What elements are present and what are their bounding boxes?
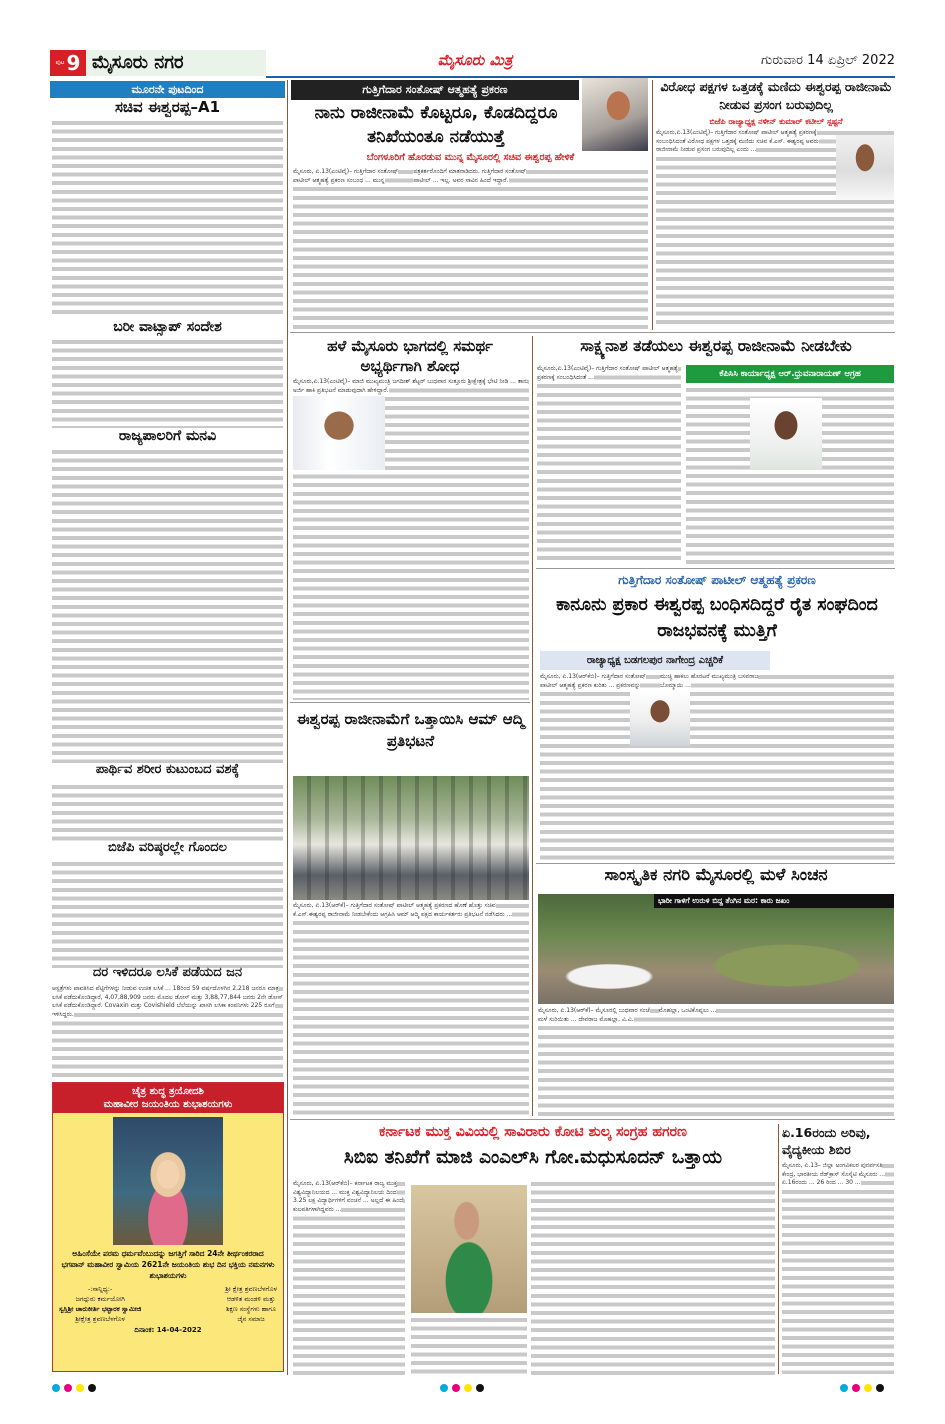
cbi-body-3 bbox=[531, 1180, 775, 1375]
left-headline: ಸಚಿವ ಈಶ್ವರಪ್ಪ–A1 bbox=[114, 98, 221, 116]
left-body-3 bbox=[52, 448, 283, 763]
fallen-tree-photo bbox=[538, 894, 894, 1004]
evidence-banner: ಕೆಪಿಸಿಸಿ ಕಾರ್ಯಾಧ್ಯಕ್ಷ ಆರ್.ಧ್ರುವನಾರಾಯಣ್ ಆಗ್ರಹ bbox=[686, 365, 894, 383]
dhruvanarayan-photo bbox=[750, 398, 822, 470]
row-rule bbox=[290, 1119, 895, 1120]
ad-date: ದಿನಾಂಕ: 14-04-2022 bbox=[134, 1326, 202, 1334]
farmers-body: ಮೈಸೂರು, ಏ.13(ಆರ್‌ಕೆಬಿ)– ಗುತ್ತಿಗೆದಾರ ಸಂತೋಷ್ ಪಾಟೀಲ್ ಆತ್ಮಹತ್ಯೆ ಪ್ರಕರಣ ಕುರಿತು ... ಪ್ರಕರಣವನ್ನು ಮುಚ್ಚಿ ಹಾಕಲು ಹೊರಟರೆ ಮುಖ್ಯಮಂತ್ರಿ ಬಸವರಾಜ ಬೊಮ್ಮಾಯಿ ... bbox=[540, 673, 894, 861]
lead-kicker: ಗುತ್ತಿಗೆದಾರ ಸಂತೋಷ್ ಆತ್ಮಹತ್ಯೆ ಪ್ರಕರಣ bbox=[291, 80, 579, 100]
color-registration-marks bbox=[440, 1377, 488, 1396]
aap-protest-photo bbox=[293, 776, 529, 900]
ad-message: ಅಹಿಂಸೆಯೇ ಪರಮ ಧರ್ಮವೆಂಬುದನ್ನು ಜಗತ್ತಿಗೆ ಸಾರಿದ 24ನೇ ತೀರ್ಥಂಕರರಾದ ಭಗವಾನ್ ಮಹಾವೀರ ಸ್ವಾಮಿಯ 2621ನೇ ಜಯಂತಿಯ ಶುಭ ದಿನ ಭಕ್ತಿಯ ನಮನಗಳು ಶುಭಾಶಯಗಳು bbox=[61, 1249, 275, 1280]
aap-headline: ಈಶ್ವರಪ್ಪ ರಾಜೀನಾಮೆಗೆ ಒತ್ತಾಯಿಸಿ ಆಮ್ ಆದ್ಮಿ ಪ್ರತಿಭಟನೆ bbox=[296, 710, 525, 750]
left-sub-bjp: ಬಿಜೆಪಿ ವರಿಷ್ಠರಲ್ಲೇ ಗೊಂದಲ bbox=[108, 840, 227, 855]
rain-headline: ಸಾಂಸ್ಕೃತಿಕ ನಗರಿ ಮೈಸೂರಲ್ಲಿ ಮಳೆ ಸಿಂಚನ bbox=[604, 865, 828, 884]
row-rule bbox=[290, 332, 895, 333]
row-rule bbox=[536, 568, 895, 569]
column-divider bbox=[287, 80, 288, 1375]
madhusudan-photo bbox=[411, 1185, 527, 1313]
left-body-4 bbox=[52, 783, 283, 841]
evidence-headline: ಸಾಕ್ಷ್ಯನಾಶ ತಡೆಯಲು ಈಶ್ವರಪ್ಪ ರಾಜೀನಾಮೆ ನೀಡಬೇಕು bbox=[580, 337, 852, 355]
jagadish-shettar-photo bbox=[293, 396, 385, 470]
left-body-6: ಆಸ್ಪತ್ರೆಗಳು ಪಾವತಿಸಿದ ಪೆಟ್ಟಿಗೆಗಳನ್ನು ನೀಡುವ ಉಚಿತ ಲಸಿಕೆ ... 18ರಿಂದ 59 ವರ್ಷದೊಳಗಿನ 2,218 ಜನರೂ ಮಾತ್ರ ಲಸಿಕೆ ಪಡೆದುಕೊಂಡಿದ್ದಾರೆ, 4,07,88,909 ಜನರು ಮೊದಲ ಡೋಸ್ ಮತ್ತು 3,88,77,844 ಜನರು 2ನೇ ಡೋಸ್ ಲಸಿಕೆ ಪಡೆದುಕೊಂಡಿದ್ದಾರೆ. Covaxin ಮತ್ತು Covishield ಬೆಲೆಯನ್ನು ಖಾಸಗಿ ಲಸಿಕಾ ಕಂಪನಿಗಳು 225 ರೂಗೆ ಇಳಿಸಿದ್ದರು. bbox=[52, 985, 283, 1077]
right-top-subhead: ಬಿಜೆಪಿ ರಾಜ್ಯಾಧ್ಯಕ್ಷ ನಳೀನ್ ಕುಮಾರ್ ಕಟೀಲ್ ಸ್ಪಷ್ಟನೆ bbox=[709, 117, 843, 126]
row-rule bbox=[290, 702, 530, 703]
column-divider bbox=[778, 1124, 779, 1374]
page-label: ಪುಟ bbox=[55, 59, 65, 66]
color-registration-marks bbox=[52, 1377, 100, 1396]
aap-body: ಮೈಸೂರು, ಏ.13(ಆರ್‌ಕೆ)– ಗುತ್ತಿಗೆದಾರ ಸಂತೋಷ್ ಪಾಟೀಲ್ ಆತ್ಮಹತ್ಯೆ ಪ್ರಕರಣದ ಹೊಣೆ ಹೊತ್ತು ಸಚಿವ ಕೆ.ಎಸ್.ಈಶ್ವರಪ್ಪ ರಾಜೀನಾಮೆ ನೀಡಬೇಕೆಂದು ಆಗ್ರಹಿಸಿ ಆಮ್ ಆದ್ಮಿ ಪಕ್ಷದ ಕಾರ್ಯಕರ್ತರು ಪ್ರತಿಭಟನೆ ನಡೆಸಿದರು ... bbox=[293, 902, 529, 1116]
farmers-kicker: ಗುತ್ತಿಗೆದಾರ ಸಂತೋಷ್ ಪಾಟೀಲ್ ಆತ್ಮಹತ್ಯೆ ಪ್ರಕರಣ bbox=[618, 573, 816, 587]
color-registration-marks bbox=[840, 1377, 888, 1396]
page-number-box bbox=[50, 50, 86, 76]
ad-header: ಚೈತ್ರ ಶುದ್ಧ ತ್ರಯೋದಶಿ ಮಹಾವೀರ ಜಯಂತಿಯ ಶುಭಾಶಯಗಳು bbox=[53, 1083, 283, 1113]
eshwarappa-photo bbox=[582, 78, 648, 151]
paper-logo: ಮೈಸೂರು ಮಿತ್ರ bbox=[437, 51, 513, 69]
cbi-body-1: ಮೈಸೂರು, ಏ.13(ಆರ್‌ಕೆಬಿ)– ಕರ್ನಾಟಕ ರಾಜ್ಯ ಮುಕ್ತ ವಿಶ್ವವಿದ್ಯಾನಿಲಯದ ... ಮುಕ್ತ ವಿಶ್ವವಿದ್ಯಾನಿಲಯ ದಿಂದ 3.25 ಲಕ್ಷ ವಿದ್ಯಾರ್ಥಿಗಳಿಗೆ ವಂಚನೆ ... ಅಲ್ಲದೆ ಈ ಹಿಂದೆ ಕುಲಪತಿಗಳಾಗಿದ್ದವರು ... bbox=[293, 1180, 405, 1375]
farmers-headline: ಕಾನೂನು ಪ್ರಕಾರ ಈಶ್ವರಪ್ಪ ಬಂಧಿಸದಿದ್ದರೆ ರೈತ ಸಂಘದಿಂದ ರಾಜಭವನಕ್ಕೆ ಮುತ್ತಿಗೆ bbox=[556, 595, 878, 641]
nagendra-photo bbox=[630, 690, 690, 746]
section-title: ಮೈಸೂರು ನಗರ bbox=[86, 50, 266, 76]
evidence-body-left: ಮೈಸೂರು,ಏ.13(ಎಂಟಿವೈ)– ಗುತ್ತಿಗೆದಾರ ಸಂತೋಷ್ ಪಾಟೀಲ್ ಆತ್ಮಹತ್ಯೆ ಪ್ರಕರಣಕ್ಕೆ ಸಂಬಂಧಿಸಿದಂತೆ ... bbox=[537, 365, 681, 565]
left-body-1 bbox=[52, 119, 283, 319]
old-mysore-body: ಮೈಸೂರು,ಏ.13(ಎಂಟಿವೈ)– ಮಾಜಿ ಮುಖ್ಯಮಂತ್ರಿ ಜಗದೀಶ್ ಶೆಟ್ಟರ್ ಬುಧವಾರ ಸುತ್ತೂರು ಶ್ರೀಕ್ಷೇತ್ರಕ್ಕೆ ಭೇಟಿ ನೀಡಿ ... ತಾನು ಅರ್ಜಿ ಹಾಕಿ ಪ್ರತಿಭಟನೆ ಮಾಡುವುದಾಗಿ ಹೇಳಿದ್ದಾರೆ. bbox=[293, 378, 529, 700]
column-divider bbox=[652, 80, 653, 330]
cbi-body-2 bbox=[411, 1316, 527, 1375]
cbi-headline: ಸಿಬಿಐ ತನಿಖೆಗೆ ಮಾಜಿ ಎಂಎಲ್‌ಸಿ ಗೋ.ಮಧುಸೂದನ್ ಒತ್ತಾಯ bbox=[343, 1147, 723, 1168]
camp-headline: ಏ.16ರಂದು ಅರಿವು, ವೈದ್ಯಕೀಯ ಶಿಬಿರ bbox=[782, 1125, 871, 1157]
page-number: 9 bbox=[66, 51, 81, 75]
lead-subhead: ಬೆಂಗಳೂರಿಗೆ ಹೊರಡುವ ಮುನ್ನ ಮೈಸೂರಲ್ಲಿ ಸಚಿವ ಈಶ್ವರಪ್ಪ ಹೇಳಿಕೆ bbox=[366, 152, 575, 163]
cbi-kicker: ಕರ್ನಾಟಕ ಮುಕ್ತ ವಿವಿಯಲ್ಲಿ ಸಾವಿರಾರು ಕೋಟಿ ಶುಲ್ಕ ಸಂಗ್ರಹ ಹಗರಣ bbox=[379, 1124, 687, 1140]
nalin-kumar-photo bbox=[836, 135, 894, 200]
left-sub-whatsapp: ಬರೀ ವಾಟ್ಸಾಪ್ ಸಂದೇಶ bbox=[113, 319, 222, 335]
farmers-subhead: ರಾಜ್ಯಾಧ್ಯಕ್ಷ ಬಡಗಲಪುರ ನಾಗೇಂದ್ರ ಎಚ್ಚರಿಕೆ bbox=[540, 651, 770, 670]
left-sub-vaccine: ದರ ಇಳಿದರೂ ಲಸಿಕೆ ಪಡೆಯದ ಜನ bbox=[92, 965, 243, 980]
rain-body: ಮೈಸೂರು, ಏ.13(ಆರ್‌ಕೆ)– ಮೈಸೂರಲ್ಲಿ ಬುಧವಾರ ಸಂಜೆ ಮಳೆ ಸುರಿಯಿತು ... ದೇವರಾಜ ಮೊಹಲ್ಲಾ, ವಿ.ವಿ. ಮೊಹಲ್ಲಾ, ಒಂಟಿಕೊಪ್ಪಲು ... bbox=[538, 1007, 894, 1117]
row-rule bbox=[536, 863, 895, 864]
left-body-5 bbox=[52, 860, 283, 968]
lead-body: ಮೈಸೂರು, ಏ.13(ಎಂಟಿವೈ)– ಗುತ್ತಿಗೆದಾರ ಸಂತೋಷ್ ಪಾಟೀಲ್ ಆತ್ಮಹತ್ಯೆ ಪ್ರಕರಣ ಸಂಬಂಧ ... ಮುನ್ನ ಪತ್ರಕರ್ತರೊಂದಿಗೆ ಮಾತನಾಡಿದರು. ಗುತ್ತಿಗೆದಾರ ಸಂತೋಷ್ ಪಾಟೀಲ್ ... ಇಲ್ಲ. ಅವರ ಸಾವಿನ ಹಿಂದೆ ಇದ್ದಾರೆ. bbox=[293, 168, 648, 330]
rain-photo-caption: ಭಾರೀ ಗಾಳಿಗೆ ಉರುಳಿ ಬಿದ್ದ ತೆಂಗಿನ ಮರ: ಕಾರು ಜಖಂ bbox=[654, 894, 894, 908]
old-mysore-headline: ಹಳೆ ಮೈಸೂರು ಭಾಗದಲ್ಲಿ ಸಮರ್ಥ ಅಭ್ಯರ್ಥಿಗಾಗಿ ಶೋಧ bbox=[327, 337, 493, 375]
left-body-2 bbox=[52, 338, 283, 428]
camp-body: ಮೈಸೂರು, ಏ.13– ಜಿಲ್ಲಾ ಅಂಗವಿಕಲರ ಪುನರ್ವಸತಿ ಕೇಂದ್ರ, ಭಾರತೀಯ ರೆಡ್‌ಕ್ರಾಸ್ ಸೊಸೈಟಿ ಮೈಸೂರು ... ಏ.16ರಂದು ... 26 ರಿಂದ ... 30 ... bbox=[782, 1162, 894, 1374]
mahavir-jayanti-ad bbox=[52, 1082, 284, 1372]
column-divider bbox=[532, 336, 533, 1116]
ad-left-credits: -:ಸಾನ್ನಿಧ್ಯ:- ಜಗದ್ಗುರು ಕರ್ಮಯೋಗಿ ಸ್ವಸ್ತಿಶ್ರೀ ಚಾರುಕೀರ್ತಿ ಭಟ್ಟಾರಕ ಸ್ವಾಮೀಜಿ ಶ್ರೀಕ್ಷೇತ್ರ ಶ್ರವಣಬೆಳಗೊಳ bbox=[59, 1285, 142, 1323]
right-top-headline: ವಿರೋಧ ಪಕ್ಷಗಳ ಒತ್ತಡಕ್ಕೆ ಮಣಿದು ಈಶ್ವರಪ್ಪ ರಾಜೀನಾಮೆ ನೀಡುವ ಪ್ರಸಂಗ ಬರುವುದಿಲ್ಲ bbox=[660, 79, 892, 112]
mahavir-image bbox=[113, 1117, 223, 1245]
date: ಗುರುವಾರ 14 ಏಪ್ರಿಲ್ 2022 bbox=[761, 53, 895, 68]
right-top-body: ಮೈಸೂರು,ಏ.13(ಎಂಟಿವೈ)– ಗುತ್ತಿಗೆದಾರ ಸಂತೋಷ್ ಪಾಟೀಲ್ ಆತ್ಮಹತ್ಯೆ ಪ್ರಕರಣಕ್ಕೆ ಸಂಬಂಧಿಸಿದಂತೆ ವಿರೋಧ ಪಕ್ಷಗಳ ಒತ್ತಡಕ್ಕೆ ಮಣಿದು ಸಚಿವ ಕೆ.ಎಸ್. ಈಶ್ವರಪ್ಪ ಅವರು ರಾಜೀನಾಮೆ ನೀಡುವ ಪ್ರಸಂಗ ಬರುವುದಿಲ್ಲ ಎಂದು ... bbox=[656, 129, 894, 329]
from-page-banner: ಮೂರನೇ ಪುಟದಿಂದ bbox=[50, 81, 285, 98]
left-sub-body: ಪಾರ್ಥಿವ ಶರೀರ ಕುಟುಂಬದ ವಶಕ್ಕೆ bbox=[95, 762, 240, 777]
ad-right-credits: ಶ್ರೀ ಕ್ಷೇತ್ರ ಶ್ರವಣಬೆಳಗೊಳ ಆಡಳಿತ ಮಂಡಳಿ ಮತ್ತು ಶಿಕ್ಷಣ ಸಂಸ್ಥೆಗಳು ಹಾಗೂ ಜೈನ ಸಮಾಜ bbox=[225, 1285, 277, 1323]
lead-headline: ನಾನು ರಾಜೀನಾಮೆ ಕೊಟ್ಟರೂ, ಕೊಡದಿದ್ದರೂ ತನಿಖೆಯಂತೂ ನಡೆಯುತ್ತೆ bbox=[314, 103, 558, 147]
left-sub-governor: ರಾಜ್ಯಪಾಲರಿಗೆ ಮನವಿ bbox=[118, 428, 217, 444]
